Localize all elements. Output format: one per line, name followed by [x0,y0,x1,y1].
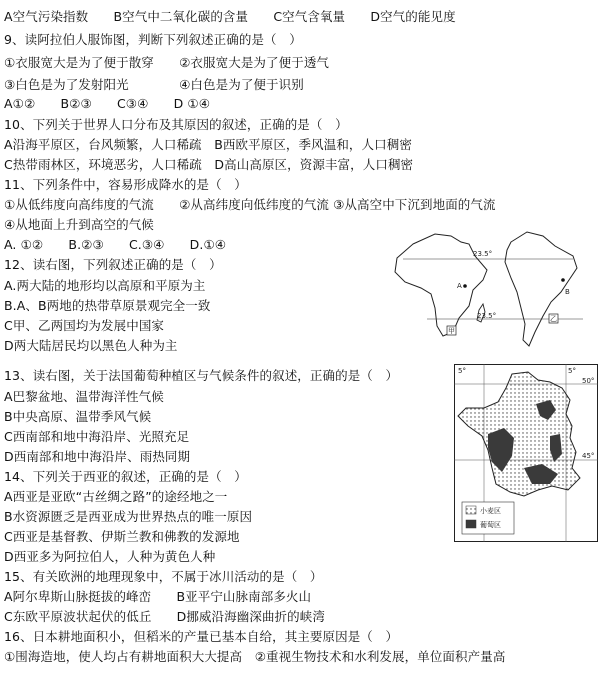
legend-grape-swatch [466,520,476,528]
country-yi-label: 乙 [550,315,557,323]
text-line: B水资源匮乏是西亚成为世界热点的唯一原因 [4,509,253,524]
text-line: A①② B②③ C③④ D ①④ [4,96,211,111]
point-b-label: B [565,288,570,296]
point-b-dot [561,278,565,282]
country-jia-label: 甲 [448,327,455,335]
text-line: 9、读阿拉伯人服饰图，判断下列叙述正确的是（ ） [4,32,302,47]
legend-wheat-swatch [466,506,476,514]
tropic-north-label: 23.5° [473,250,493,258]
text-line: ①从低纬度向高纬度的气流 ②从高纬度向低纬度的气流 ③从高空中下沉到地面的气流 [4,197,496,212]
text-line: A阿尔卑斯山脉挺拔的峰峦 B亚平宁山脉南部多火山 [4,589,312,604]
point-a-dot [463,284,467,288]
tropic-south-label: 23.5° [477,312,497,320]
text-line: C东欧平原波状起伏的低丘 D挪威沿海幽深曲折的峡湾 [4,609,325,624]
lon-label-left: 5° [458,367,466,375]
text-line: A. ①② B.②③ C.③④ D.①④ [4,237,227,252]
text-line: D西南部和地中海沿岸、雨热同期 [4,449,191,464]
text-line: 14、下列关于西亚的叙述，正确的是（ ） [4,469,247,484]
text-line: D西亚多为阿拉伯人，人种为黄色人种 [4,549,216,564]
lat-label-top: 50° [582,377,595,385]
text-line: 13、读右图，关于法国葡萄种植区与气候条件的叙述，正确的是（ ） [4,368,399,383]
france-vineyard-map [454,364,598,542]
text-line: A巴黎盆地、温带海洋性气候 [4,389,164,404]
text-line: 10、下列关于世界人口分布及其原因的叙述，正确的是（ ） [4,117,348,132]
text-line: 15、有关欧洲的地理现象中，不属于冰川活动的是（ ） [4,569,323,584]
africa-south-america-map [383,222,588,350]
map-svg [383,222,588,350]
text-line: D两大陆居民均以黑色人种为主 [4,338,178,353]
text-line: A空气污染指数 B空气中二氧化碳的含量 C空气含氧量 D空气的能见度 [4,9,456,24]
text-line: 12、读右图，下列叙述正确的是（ ） [4,257,222,272]
text-line: A西亚是亚欧“古丝绸之路”的途经地之一 [4,489,228,504]
text-line: 16、日本耕地面积小，但稻米的产量已基本自给，其主要原因是（ ） [4,629,399,644]
text-line: ③白色是为了发射阳光 ④白色是为了便于识别 [4,77,304,92]
legend-wheat-label: 小麦区 [480,507,501,515]
text-line: C西亚是基督教、伊斯兰教和佛教的发源地 [4,529,240,544]
lon-label-right: 5° [568,367,576,375]
text-line: A沿海平原区，台风频繁，人口稀疏 B西欧平原区，季风温和，人口稠密 [4,137,412,152]
text-line: B中央高原、温带季风气候 [4,409,152,424]
text-line: C甲、乙两国均为发展中国家 [4,318,165,333]
legend-grape-label: 葡萄区 [480,521,501,529]
text-line: 11、下列条件中，容易形成降水的是（ ） [4,177,247,192]
map-svg [454,364,598,542]
text-line: B.A、B两地的热带草原景观完全一致 [4,298,211,313]
text-line: ④从地面上升到高空的气候 [4,217,154,232]
lat-label-bottom: 45° [582,452,595,460]
text-line: C热带雨林区，环境恶劣，人口稀疏 D高山高原区，资源丰富，人口稠密 [4,157,414,172]
point-a-label: A [457,282,462,290]
text-line: ①围海造地，使人均占有耕地面积大大提高 ②重视生物技术和水利发展，单位面积产量高 [4,649,506,664]
text-line: C西南部和地中海沿岸、光照充足 [4,429,190,444]
text-line: ①衣服宽大是为了便于散穿 ②衣服宽大是为了便于透气 [4,55,330,70]
text-line: A.两大陆的地形均以高原和平原为主 [4,278,206,293]
